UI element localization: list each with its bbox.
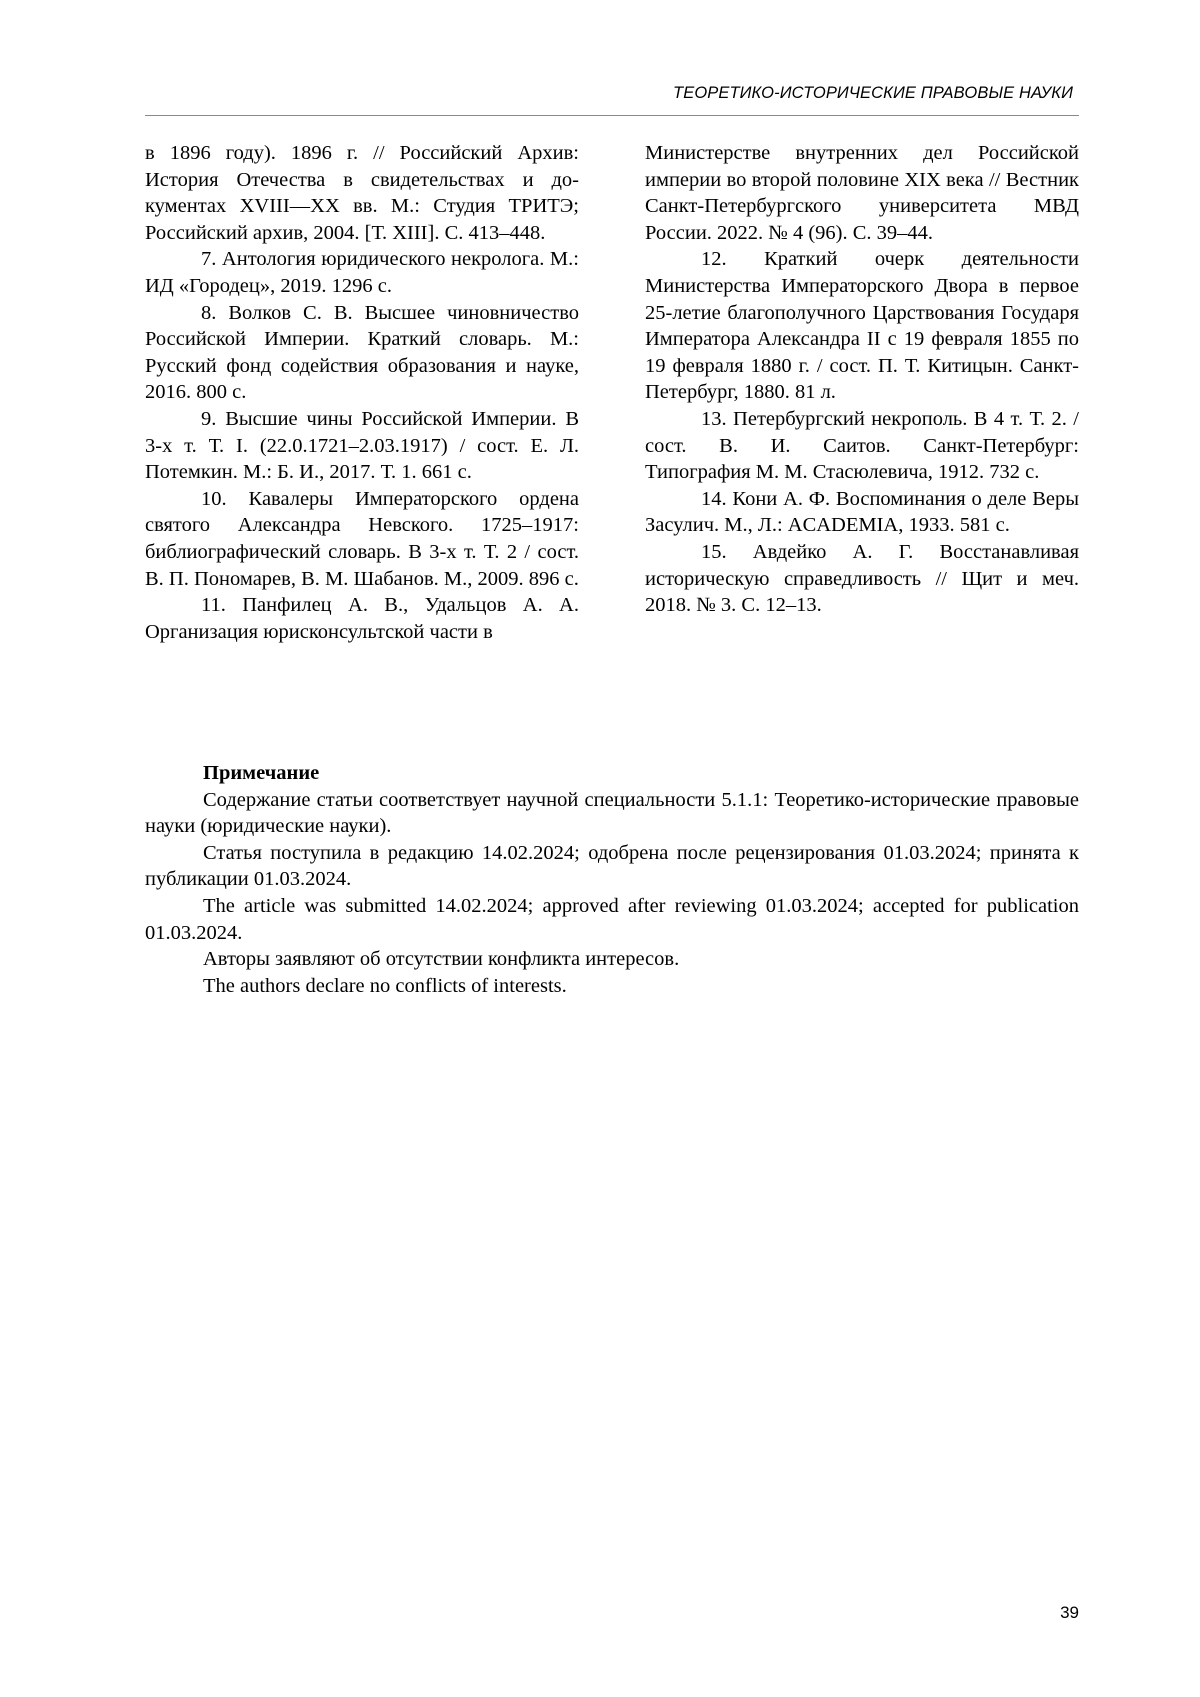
reference-item-8: 8. Волков С. В. Высшее чиновничество Российской Империи. Краткий словарь. М.: Русский фонд содействия образования и науке, 2016. 800 с. bbox=[145, 301, 579, 404]
reference-continuation: в 1896 году). 1896 г. // Российский Архив: История Отечества в свидетельствах и документах XVIII—XX вв. М.: Студия ТРИТЭ; Российский архив, 2004. [Т. XIII]. С. 413–448. bbox=[145, 142, 579, 244]
running-header: ТЕОРЕТИКО-ИСТОРИЧЕСКИЕ ПРАВОВЫЕ НАУКИ bbox=[673, 84, 1073, 102]
reference-item-15: 15. Авдейко А. Г. Восстанавливая историческую справедливость // Щит и меч. 2018. № 3. С. 12–13. bbox=[645, 540, 1079, 617]
page-number: 39 bbox=[1060, 1603, 1079, 1622]
reference-item-7: 7. Антология юридического некролога. М.: ИД «Городец», 2019. 1296 с. bbox=[145, 248, 579, 297]
note-dates-en: The article was submitted 14.02.2024; approved after reviewing 01.03.2024; accepted for publication 01.03.2024. bbox=[145, 894, 1079, 944]
article-note bbox=[145, 760, 1079, 999]
references-left-column bbox=[145, 140, 579, 645]
reference-item-13: 13. Петербургский некрополь. В 4 т. Т. 2. / сост. В. И. Саитов. Санкт-Петербург: Типография М. М. Стасюлевича, 1912. 732 с. bbox=[645, 407, 1079, 484]
note-specialty: Содержание статьи соответствует научной специальности 5.1.1: Теоретико-исторические правовые науки (юридические науки). bbox=[145, 788, 1079, 838]
header-rule bbox=[145, 115, 1079, 116]
reference-item-11: 11. Панфилец А. В., Удальцов А. А. Организация юрисконсультской части в bbox=[145, 594, 579, 643]
reference-item-9: 9. Высшие чины Российской Империи. В 3-х т. Т. I. (22.0.1721–2.03.1917) / сост. Е. Л. Потемкин. М.: Б. И., 2017. Т. 1. 661 с. bbox=[145, 407, 579, 484]
note-conflict-en: The authors declare no conflicts of interests. bbox=[203, 974, 567, 997]
reference-continuation: Министерстве внутренних дел Российской империи во второй половине XIX века // Вестник Санкт-Петербургского университета МВД России. 2022. № 4 (96). С. 39–44. bbox=[645, 142, 1079, 244]
note-dates-ru: Статья поступила в редакцию 14.02.2024; одобрена после рецензирования 01.03.2024; принята к публикации 01.03.2024. bbox=[145, 841, 1079, 891]
reference-item-12: 12. Краткий очерк деятельности Министерства Императорского Двора в первое 25-летие благополучного Царствования Государя Императора Александра II с 19 февраля 1855 по 19 февраля 1880 г. / сост. П. Т. Китицын. Санкт-Петербург, 1880. 81 л. bbox=[645, 248, 1079, 404]
reference-item-10: 10. Кавалеры Императорского ордена святого Александра Невского. 1725–1917: библиографический словарь. В 3-х т. Т. 2 / сост. В. П. Пономарев, В. М. Шабанов. М., 2009. 896 с. bbox=[145, 487, 579, 590]
note-conflict-ru: Авторы заявляют об отсутствии конфликта интересов. bbox=[203, 948, 680, 971]
references-right-column bbox=[645, 140, 1079, 619]
reference-item-14: 14. Кони А. Ф. Воспоминания о деле Веры Засулич. М., Л.: ACADEMIA, 1933. 581 с. bbox=[645, 487, 1079, 537]
note-title: Примечание bbox=[203, 762, 320, 784]
